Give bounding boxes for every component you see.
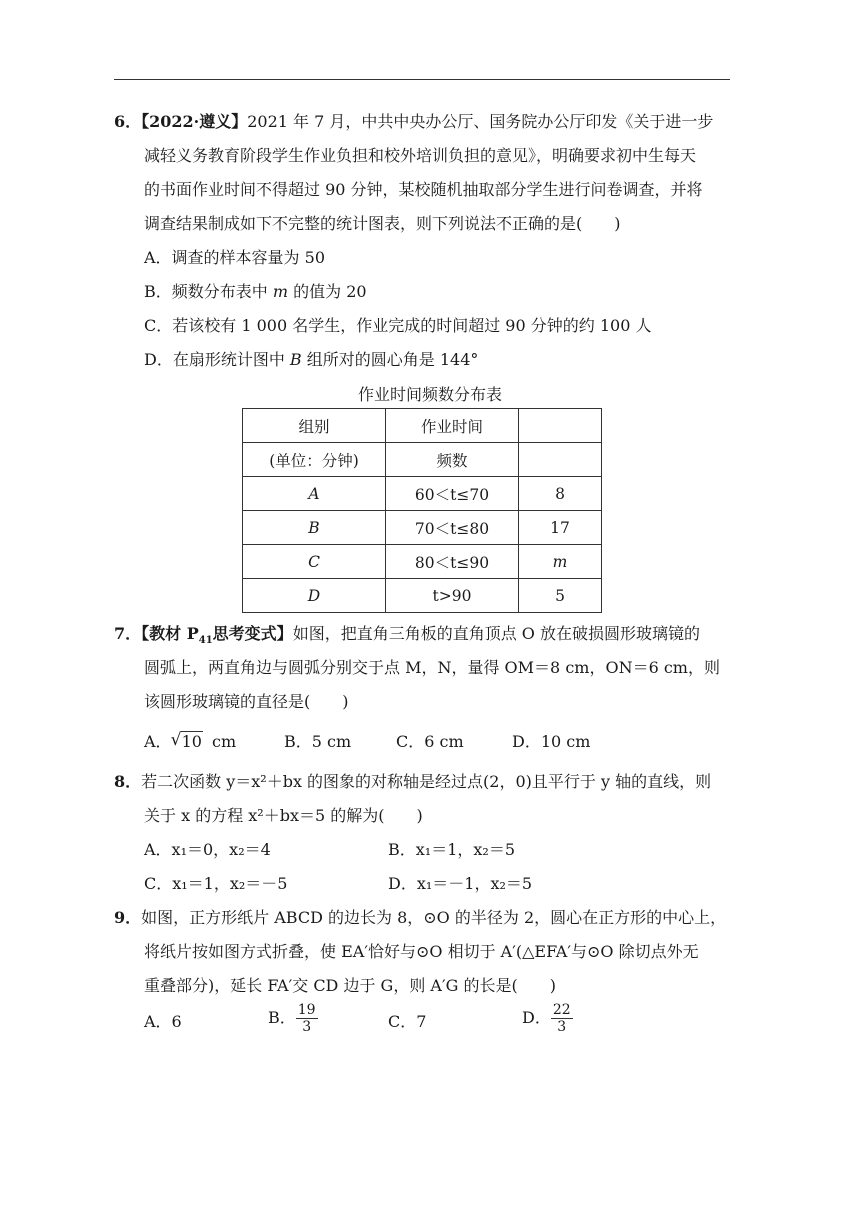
table-cell: 60＜t≤70 [386,477,519,511]
denominator: 3 [557,1019,567,1035]
table-cell [243,511,386,545]
q7-source-post: 思考变式】 [212,624,293,643]
denominator: 3 [302,1019,312,1035]
table-cell: t>90 [386,579,519,613]
q6-option-b [144,282,367,302]
q7-line-1 [114,624,700,651]
q6-source: 【2022·遵义】 [141,112,248,131]
table-cell [519,409,602,443]
q9-option-d [522,1002,573,1035]
numerator: 19 [297,1002,316,1018]
q6-option-d-post: 组所对的圆心角是 144° [301,350,479,369]
q7-line-3: 该圆形玻璃镜的直径是( ) [144,692,349,711]
table-cell: 17 [519,511,602,545]
q6-line-3: 的书面作业时间不得超过 90 分钟，某校随机抽取部分学生进行问卷调查，并将 [144,180,703,199]
q7-source-pre: 【教材 P [141,624,199,643]
q8-option-b: B．x₁＝1，x₂＝5 [388,840,515,859]
group-label: D [307,586,321,605]
q8-option-a: A．x₁＝0，x₂＝4 [144,840,271,859]
table-cell: 作业时间 [386,409,519,443]
q6-option-d [144,350,478,370]
q7-option-d: D．10 cm [512,732,591,751]
q6-option-d-pre: D．在扇形统计图中 [144,350,290,369]
q9-option-b-label: B． [268,1008,296,1027]
q9-line-1 [114,908,726,928]
q6-option-d-var: B [289,350,302,369]
q8-line-1 [114,772,711,792]
table-row [243,545,602,579]
q6-line-2: 减轻义务教育阶段学生作业负担和校外培训负担的意见》，明确要求初中生每天 [144,146,697,165]
q9-number: 9． [114,908,142,927]
q8-option-c: C．x₁＝1，x₂＝－5 [144,874,288,893]
q6-option-b-pre: B．频数分布表中 [144,282,273,301]
q9-text-1: 如图，正方形纸片 ABCD 的边长为 8，⊙O 的半径为 2，圆心在正方形的中心上， [141,908,727,927]
frequency-table [242,408,602,613]
radicand: 10 [181,732,202,751]
fraction [296,1002,318,1035]
q6-option-a: A．调查的样本容量为 50 [144,248,326,267]
table-header-row [243,409,602,443]
q8-line-2: 关于 x 的方程 x²＋bx＝5 的解为( ) [144,806,423,825]
q7-option-a-label: A． [144,732,172,751]
q7-option-b: B．5 cm [284,732,352,751]
table-cell: 组别 [243,409,386,443]
sqrt-symbol: √ 10 [170,730,202,751]
q7-source-sub: 41 [198,635,213,647]
table-cell: (单位：分钟) [243,443,386,477]
table-cell [243,477,386,511]
group-label: C [308,552,320,571]
table-header-row [243,443,602,477]
table-cell: 70＜t≤80 [386,511,519,545]
q8-number: 8． [114,772,142,791]
table-row [243,511,602,545]
table-cell: 8 [519,477,602,511]
q7-text-1: 如图，把直角三角板的直角顶点 O 放在破损圆形玻璃镜的 [292,624,700,643]
numerator: 22 [552,1002,571,1018]
header-rule [114,79,730,80]
q6-number: 6． [114,112,142,131]
q9-option-d-label: D． [522,1008,551,1027]
q7-option-c: C．6 cm [396,732,464,751]
table-row [243,477,602,511]
q6-text-1: 2021 年 7 月，中共中央办公厅、国务院办公厅印发《关于进一步 [247,112,714,131]
table-cell [243,579,386,613]
group-label: A [308,484,320,503]
table-row [243,579,602,613]
q9-option-c: C．7 [388,1012,427,1031]
q8-option-d: D．x₁＝－1，x₂＝5 [388,874,533,893]
q6-line-1 [114,112,713,132]
q7-number: 7． [114,624,142,643]
q6-option-b-post: 的值为 20 [288,282,367,301]
q6-option-c: C．若该校有 1 000 名学生，作业完成的时间超过 90 分钟的约 100 人 [144,316,652,335]
q9-line-2: 将纸片按如图方式折叠，使 EA′恰好与⊙O 相切于 A′(△EFA′与⊙O 除切点外无 [144,942,699,961]
q9-option-b [268,1002,318,1035]
q7-option-a-unit: cm [206,732,237,751]
fraction [551,1002,573,1035]
q6-option-b-var: m [272,282,289,301]
table-cell: 5 [519,579,602,613]
table-cell: 频数 [386,443,519,477]
q6-line-4: 调查结果制成如下不完整的统计图表，则下列说法不正确的是( ) [144,214,621,233]
table-cell [519,545,602,579]
q7-line-2: 圆弧上，两直角边与圆弧分别交于点 M，N，量得 OM＝8 cm，ON＝6 cm，则 [144,658,720,677]
q7-option-a [144,732,236,752]
table-caption: 作业时间频数分布表 [357,385,502,404]
q9-line-3: 重叠部分)，延长 FA′交 CD 边于 G，则 A′G 的长是( ) [144,976,556,995]
table-cell [243,545,386,579]
q9-option-a: A．6 [144,1012,182,1031]
table-cell: 80＜t≤90 [386,545,519,579]
q8-text-1: 若二次函数 y＝x²＋bx 的图象的对称轴是经过点(2，0)且平行于 y 轴的直线，则 [141,772,712,791]
table-cell [519,443,602,477]
group-label: B [308,518,320,537]
frequency-var: m [552,552,568,571]
